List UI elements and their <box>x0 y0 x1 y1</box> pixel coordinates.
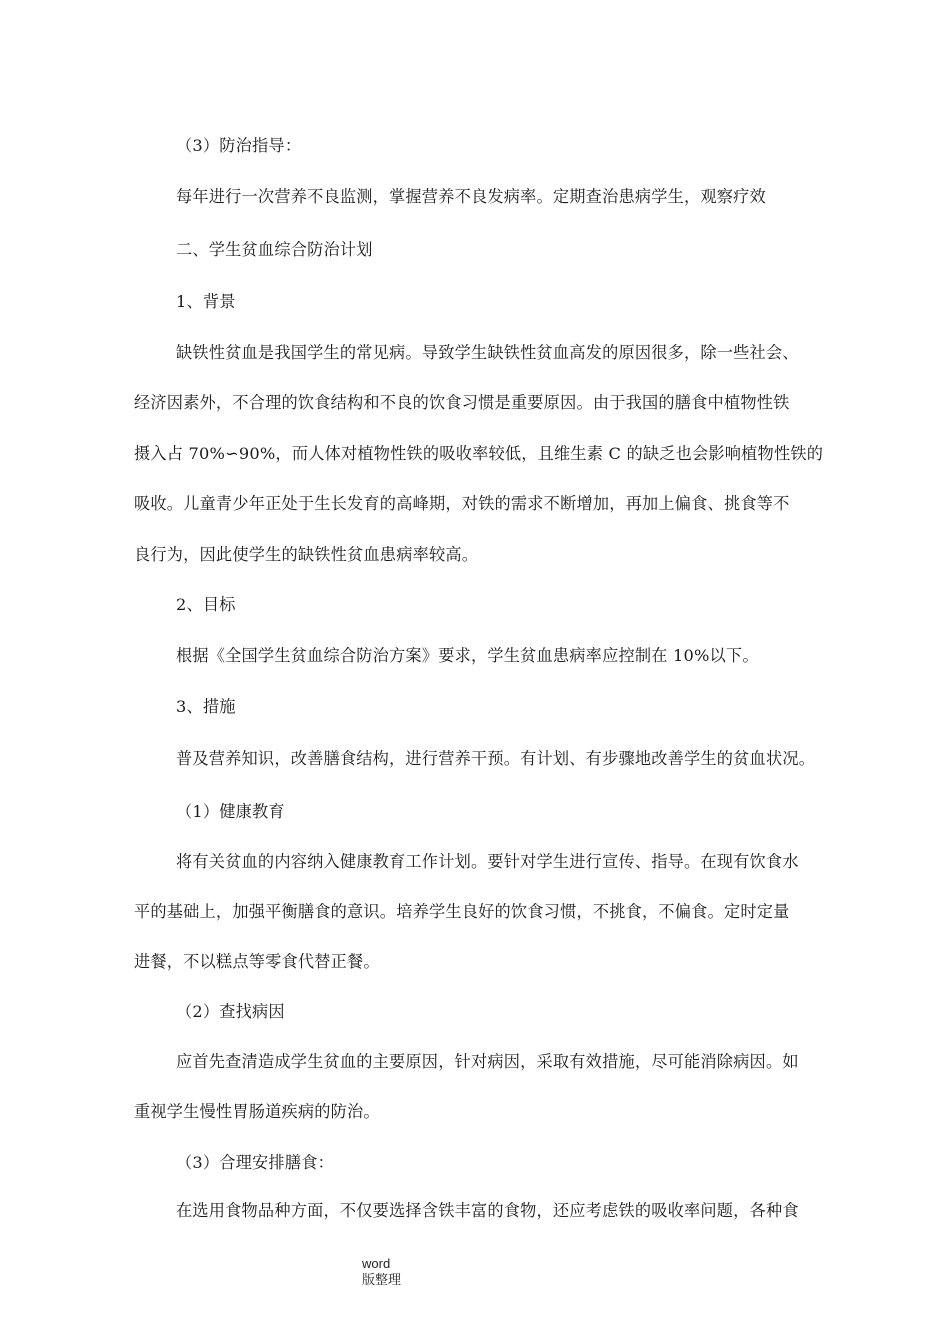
subsection-heading: 2、目标 <box>176 595 236 614</box>
paragraph-line: 平的基础上，加强平衡膳食的意识。培养学生良好的饮食习惯，不挑食，不偏食。定时定量 <box>134 902 790 921</box>
footer-label-word: word <box>362 1256 391 1271</box>
subsection-heading: （2）查找病因 <box>176 1002 285 1021</box>
subsection-heading: 3、措施 <box>176 697 236 716</box>
paragraph-line: 重视学生慢性胃肠道疾病的防治。 <box>134 1102 380 1121</box>
subsection-heading: 1、背景 <box>176 292 236 311</box>
paragraph-line: 良行为，因此使学生的缺铁性贫血患病率较高。 <box>134 545 479 564</box>
paragraph-line: 根据《全国学生贫血综合防治方案》要求，学生贫血患病率应控制在 10%以下。 <box>176 646 759 665</box>
paragraph-line: 普及营养知识，改善膳食结构，进行营养干预。有计划、有步骤地改善学生的贫血状况。 <box>176 749 816 768</box>
paragraph-line: 应首先查清造成学生贫血的主要原因，针对病因，采取有效措施，尽可能消除病因。如 <box>176 1052 799 1071</box>
subsection-heading: （1）健康教育 <box>176 802 285 821</box>
paragraph-line: 每年进行一次营养不良监测，掌握营养不良发病率。定期查治患病学生，观察疗效 <box>176 187 766 206</box>
paragraph-line: 进餐，不以糕点等零食代替正餐。 <box>134 952 380 971</box>
paragraph-line: 吸收。儿童青少年正处于生长发育的高峰期，对铁的需求不断增加，再加上偏食、挑食等不 <box>134 494 790 513</box>
paragraph-line: 将有关贫血的内容纳入健康教育工作计划。要针对学生进行宣传、指导。在现有饮食水 <box>176 852 799 871</box>
paragraph-line: 在选用食物品种方面，不仅要选择含铁丰富的食物，还应考虑铁的吸收率问题，各种食 <box>176 1201 799 1220</box>
paragraph-line: 摄入占 70%∽90%，而人体对植物性铁的吸收率较低，且维生素 C 的缺乏也会影响植物性铁的 <box>134 444 824 463</box>
paragraph-line: 缺铁性贫血是我国学生的常见病。导致学生缺铁性贫血高发的原因很多，除一些社会、 <box>176 343 799 362</box>
section-heading: 二、学生贫血综合防治计划 <box>176 240 373 259</box>
subsection-heading: （3）合理安排膳食： <box>176 1153 334 1172</box>
footer-label-edition: 版整理 <box>362 1272 402 1287</box>
section-heading: （3）防治指导： <box>176 136 302 155</box>
paragraph-line: 经济因素外，不合理的饮食结构和不良的饮食习惯是重要原因。由于我国的膳食中植物性铁 <box>134 393 790 412</box>
